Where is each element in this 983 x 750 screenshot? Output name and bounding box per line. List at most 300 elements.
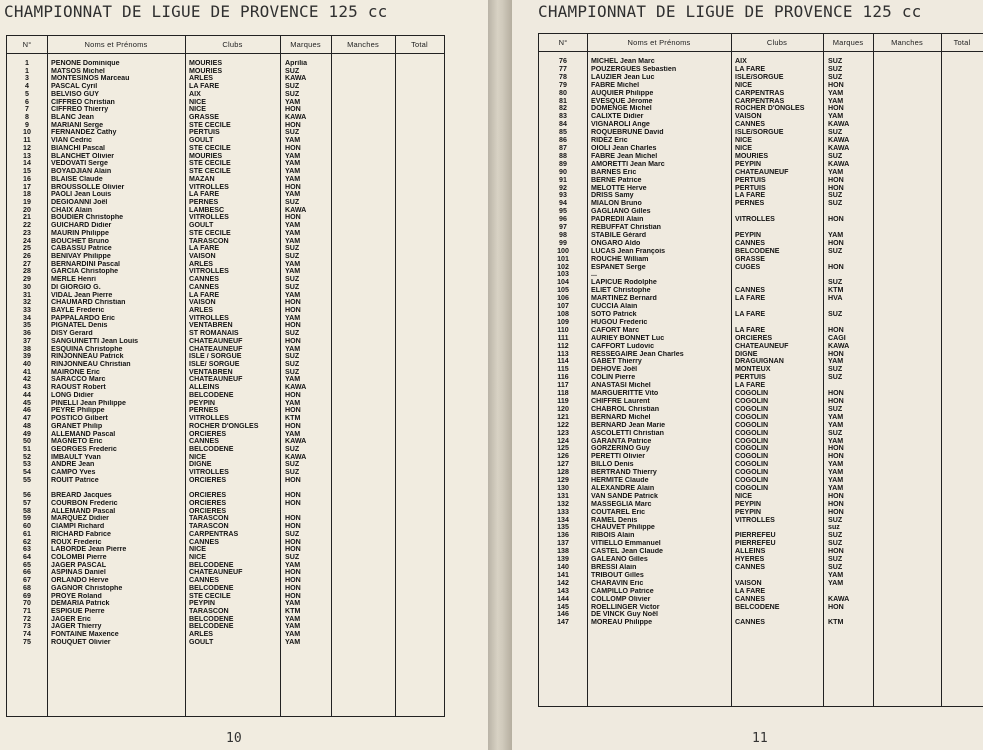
rider-name: CABASSU Patrice	[51, 245, 112, 253]
rider-club: PEYPIN	[189, 600, 216, 608]
rider-name: PAOLI Jean Louis	[51, 191, 112, 199]
table-row	[7, 268, 444, 276]
rider-number: 70	[23, 600, 31, 608]
table-row	[539, 121, 983, 129]
table-row	[539, 611, 983, 619]
rider-brand: SUZ	[285, 554, 300, 561]
rider-brand: HON	[285, 538, 301, 546]
table-row	[539, 200, 983, 208]
rider-name: PADREDII Alain	[591, 216, 644, 224]
rider-club: PERTUIS	[735, 184, 766, 192]
rider-name: BROUSSOLLE Olivier	[51, 183, 125, 191]
table-row	[539, 82, 983, 90]
rider-brand: YAM	[285, 160, 301, 168]
rider-club: ROCHER D'ONGLES	[735, 105, 805, 113]
header-rounds: Manches	[347, 40, 379, 49]
rider-brand: SUZ	[285, 276, 300, 284]
rider-name: BLANC Jean	[51, 114, 94, 122]
rider-number: 40	[23, 361, 31, 369]
table-row	[7, 129, 444, 137]
rider-brand: HON	[285, 422, 301, 430]
rider-name: LUCAS Jean François	[591, 247, 666, 255]
rider-number: 34	[23, 314, 31, 322]
rider-brand: YAM	[828, 461, 844, 469]
rider-number: 108	[557, 311, 569, 318]
rider-brand: YAM	[828, 113, 844, 121]
table-row	[7, 469, 444, 477]
table-row	[7, 83, 444, 91]
rider-brand: YAM	[828, 469, 844, 477]
header-rounds: Manches	[891, 38, 923, 47]
table-header	[7, 36, 444, 54]
rider-number: 120	[557, 405, 569, 413]
table-row	[539, 105, 983, 113]
rider-brand: SUZ	[285, 252, 300, 260]
rider-brand: SUZ	[285, 461, 300, 469]
rider-brand: SUZ	[285, 129, 300, 137]
rider-brand: YAM	[285, 399, 301, 407]
rider-number: 9	[25, 121, 29, 129]
rider-brand: KAWA	[828, 160, 850, 168]
rider-name: ROUCHE William	[591, 255, 649, 263]
rider-brand: SUZ	[828, 247, 843, 255]
table-row	[7, 253, 444, 261]
rider-number: 31	[23, 291, 31, 299]
rider-name: JAGER Thierry	[51, 623, 102, 631]
rider-number: 11	[23, 137, 31, 145]
rider-number: 109	[557, 318, 569, 326]
rider-number: 121	[557, 413, 569, 421]
rider-brand: KAWA	[828, 595, 850, 603]
rider-club: ORCIERES	[189, 507, 227, 515]
table-row	[7, 546, 444, 554]
rider-number: 123	[557, 429, 569, 437]
rider-number: 62	[23, 538, 31, 546]
rider-number: 33	[23, 307, 31, 314]
rider-number: 53	[23, 461, 31, 469]
rider-name: GALEANO Gilles	[591, 556, 648, 564]
rider-number: 4	[25, 83, 29, 91]
rider-name: RICHARD Fabrice	[51, 530, 111, 538]
rider-name: BERNARD Jean Marie	[591, 421, 666, 429]
rider-brand: HON	[828, 445, 844, 453]
rider-number: 19	[23, 198, 31, 206]
table-row	[539, 524, 983, 532]
rider-number: 50	[23, 438, 31, 446]
rider-name: MARTINEZ Bernard	[591, 295, 657, 303]
rider-brand: HON	[285, 515, 301, 523]
rider-name: REBUFFAT Christian	[591, 224, 662, 232]
table-row	[7, 454, 444, 462]
table-row	[7, 106, 444, 114]
rider-club: PEYPIN	[735, 508, 762, 516]
rider-club: NICE	[189, 554, 206, 561]
rider-brand: HON	[285, 121, 301, 129]
rider-name: CHAUMARD Christian	[51, 299, 126, 307]
rider-brand: HON	[828, 326, 844, 334]
rider-number: 29	[23, 276, 31, 284]
rider-number: 146	[557, 611, 569, 619]
rider-name: RINJONNEAU Patrick	[51, 353, 124, 361]
rider-club: VAISON	[189, 252, 216, 260]
rider-number: 81	[559, 97, 567, 105]
rider-name: GAGLIANO Gilles	[591, 208, 651, 216]
results-table	[538, 33, 983, 707]
page-number: 11	[752, 731, 768, 746]
rider-brand: HON	[285, 584, 301, 592]
rider-club: STE CECILE	[189, 144, 231, 152]
rider-number: 46	[23, 407, 31, 415]
table-row	[7, 577, 444, 585]
rider-brand: SUZ	[828, 73, 843, 81]
rider-name: CALIXTE Didier	[591, 113, 644, 121]
rider-number: 80	[559, 89, 567, 97]
rider-club: COGOLIN	[735, 413, 769, 421]
rider-club: LA FARE	[189, 191, 220, 199]
rider-number: 12	[23, 144, 31, 152]
rider-club: BELCODENE	[735, 603, 780, 611]
rider-brand: SUZ	[285, 330, 300, 338]
rider-name: ROUIT Patrice	[51, 476, 99, 484]
rider-name: CHIFFRE Laurent	[591, 397, 650, 405]
table-row	[7, 68, 444, 76]
rider-number: 10	[23, 129, 31, 137]
rider-number: 38	[23, 345, 31, 353]
rider-name: PENONE Dominique	[51, 60, 120, 67]
rider-name: ROELLINGER Victor	[591, 603, 660, 611]
rider-brand: HON	[285, 476, 301, 484]
table-row	[7, 330, 444, 338]
rider-number: 57	[23, 499, 31, 507]
results-table	[6, 35, 445, 717]
rider-name: MERLE Henri	[51, 276, 96, 284]
rider-number: 61	[23, 530, 31, 538]
rider-brand: YAM	[828, 571, 844, 579]
rider-club: ISLE/SORGUE	[735, 129, 784, 137]
rider-club: ORCIERES	[189, 492, 227, 500]
table-row	[539, 271, 983, 279]
rider-name: GARCIA Christophe	[51, 268, 119, 276]
rider-club: NICE	[735, 137, 752, 145]
rider-name: DISY Gerard	[51, 330, 93, 338]
rider-name: HUGOU Frederic	[591, 318, 648, 326]
rider-brand: HON	[285, 577, 301, 585]
rider-brand: HON	[828, 603, 844, 611]
book-gutter	[488, 0, 512, 750]
rider-name: MICHEL Jean Marc	[591, 58, 655, 65]
rider-brand: YAM	[828, 579, 844, 587]
rider-club: NICE	[735, 492, 752, 500]
table-row	[7, 191, 444, 199]
rider-club: VENTABREN	[189, 322, 233, 330]
rider-name: ALLEMAND Pascal	[51, 430, 116, 438]
rider-number: 134	[557, 516, 569, 524]
rider-brand: YAM	[285, 600, 301, 608]
rider-number: 24	[23, 237, 31, 245]
rider-number: 75	[23, 638, 31, 646]
rider-brand: SUZ	[828, 200, 843, 208]
rider-club: LA FARE	[735, 326, 766, 334]
rider-brand: KAWA	[285, 206, 307, 214]
rider-club: ARLES	[189, 307, 214, 314]
rider-brand: YAM	[285, 168, 301, 176]
rider-brand: SUZ	[285, 530, 300, 538]
table-row	[539, 240, 983, 248]
rider-name: CHARAVIN Eric	[591, 579, 644, 587]
rider-number: 58	[23, 507, 31, 515]
table-row	[539, 422, 983, 430]
table-header	[539, 34, 983, 52]
table-row	[539, 256, 983, 264]
table-row	[7, 315, 444, 323]
table-row	[539, 540, 983, 548]
rider-club: VITROLLES	[735, 216, 775, 224]
page-number: 10	[226, 731, 242, 746]
rider-name: AMORETTI Jean Marc	[591, 160, 665, 168]
rider-number: 41	[23, 368, 31, 376]
rider-club: ORCIERES	[189, 499, 227, 507]
rider-brand: HON	[828, 390, 844, 398]
table-row	[539, 477, 983, 485]
rider-number: 73	[23, 623, 31, 631]
rider-name: DOMENGE Michel	[591, 105, 652, 113]
rider-brand: KTM	[828, 287, 844, 295]
rider-name: RIBOIS Alain	[591, 532, 635, 540]
rider-brand: HON	[828, 263, 844, 271]
rider-name: ASCOLETTI Christian	[591, 429, 664, 437]
rider-number: 97	[559, 224, 567, 232]
rider-name: BAYLE Frederic	[51, 307, 105, 314]
rider-club: ROCHER D'ONGLES	[189, 422, 259, 430]
rider-number: 56	[23, 492, 31, 500]
rider-name: BOUDIER Christophe	[51, 214, 124, 222]
rider-brand: SUZ	[285, 445, 300, 453]
table-row	[7, 230, 444, 238]
table-row	[7, 438, 444, 446]
rider-number: 111	[557, 334, 569, 342]
rider-name: FONTAINE Maxence	[51, 631, 119, 639]
rider-number: 91	[559, 176, 567, 184]
rider-name: RINJONNEAU Christian	[51, 361, 131, 369]
rider-number: 82	[559, 105, 567, 113]
rider-number: 98	[559, 231, 567, 239]
table-row	[7, 492, 444, 500]
rider-brand: YAM	[285, 291, 301, 299]
rider-club: PIERREFEU	[735, 540, 776, 548]
rider-name: POSTICO Gilbert	[51, 415, 108, 423]
rider-name: RIDEZ Eric	[591, 137, 628, 145]
table-row	[7, 515, 444, 523]
table-row	[7, 307, 444, 315]
table-row	[7, 176, 444, 184]
rider-brand: HON	[285, 569, 301, 577]
table-row	[539, 517, 983, 525]
rider-brand: KAWA	[828, 342, 850, 350]
table-row	[539, 374, 983, 382]
rider-club: PERNES	[735, 200, 765, 208]
rider-number: 39	[23, 353, 31, 361]
table-row	[7, 292, 444, 300]
rider-number: 103	[557, 271, 569, 279]
rider-number: 84	[559, 121, 567, 129]
rider-club: VENTABREN	[189, 368, 233, 376]
rider-brand: YAM	[285, 98, 301, 106]
rider-club: NICE	[735, 81, 752, 89]
table-row	[539, 169, 983, 177]
rider-number: 107	[557, 303, 569, 311]
rider-name: BIANCHI Pascal	[51, 144, 106, 152]
rider-name: AURIEY BONNET Luc	[591, 334, 665, 342]
rider-club: PEYPIN	[189, 399, 216, 407]
rider-brand: KAWA	[285, 453, 307, 461]
rider-number: 142	[557, 579, 569, 587]
rider-brand: SUZ	[828, 556, 843, 564]
table-row	[539, 572, 983, 580]
rider-club: LA FARE	[735, 587, 766, 595]
rider-number: 7	[25, 106, 29, 114]
rider-name: BERNARDINI Pascal	[51, 260, 120, 268]
rider-club: PIERREFEU	[735, 532, 776, 540]
table-row	[539, 327, 983, 335]
rider-name: ROUX Frederic	[51, 538, 102, 546]
table-row	[539, 232, 983, 240]
rider-name: ANDRE Jean	[51, 461, 95, 469]
rider-number: 22	[23, 222, 31, 230]
table-row	[7, 585, 444, 593]
table-row	[7, 531, 444, 539]
rider-club: CHATEAUNEUF	[735, 342, 789, 350]
rider-brand: HON	[285, 214, 301, 222]
rider-name: BOYADJIAN Alain	[51, 168, 112, 176]
rider-brand: SUZ	[828, 516, 843, 524]
rider-brand: HON	[285, 523, 301, 531]
rider-club: CHATEAUNEUF	[735, 168, 789, 176]
rider-number: 119	[557, 397, 569, 405]
rider-name: ONGARO Aldo	[591, 239, 641, 247]
rider-brand: SUZ	[828, 129, 843, 137]
rider-club: CHATEAUNEUF	[189, 345, 243, 353]
rider-brand: HON	[828, 500, 844, 508]
rider-number: 117	[557, 382, 569, 390]
rider-brand: HON	[828, 216, 844, 224]
rider-number: 67	[23, 577, 31, 585]
rider-number: 139	[557, 556, 569, 564]
rider-brand: HON	[285, 592, 301, 600]
rider-name: GAGNOR Christophe	[51, 584, 123, 592]
rider-number: 35	[23, 322, 31, 330]
table-row	[7, 500, 444, 508]
rider-number: 27	[23, 260, 31, 268]
table-row	[539, 66, 983, 74]
rider-number: 16	[23, 175, 31, 183]
rider-name: MELOTTE Herve	[591, 184, 647, 192]
rider-club: BELCODENE	[735, 247, 780, 255]
table-row	[7, 600, 444, 608]
rider-brand: SUZ	[828, 58, 843, 65]
rider-name: SARACCO Marc	[51, 376, 106, 384]
rider-name: MOREAU Philippe	[591, 619, 653, 627]
rider-number: 128	[557, 469, 569, 477]
rider-name: CIAMPI Richard	[51, 523, 105, 531]
rider-name: MIALON Bruno	[591, 200, 642, 208]
rider-brand: YAM	[828, 484, 844, 492]
rider-number: 115	[557, 366, 569, 374]
rider-club: VITROLLES	[189, 314, 229, 322]
rider-brand: CAGI	[828, 334, 846, 342]
rider-club: VITROLLES	[189, 183, 229, 191]
rider-name: LONG Didier	[51, 391, 94, 399]
rider-number: 79	[559, 81, 567, 89]
rider-club: BELCODENE	[189, 561, 234, 569]
rider-club: ST ROMANAIS	[189, 330, 239, 338]
rider-brand: YAM	[285, 191, 301, 199]
rider-club: CARPENTRAS	[189, 530, 239, 538]
table-row	[7, 207, 444, 215]
table-row	[539, 295, 983, 303]
table-row	[7, 508, 444, 516]
rider-brand: SUZ	[828, 192, 843, 200]
table-row	[7, 631, 444, 639]
rider-brand: YAM	[285, 638, 301, 646]
rider-number: 92	[559, 184, 567, 192]
rider-name: GRANET Philip	[51, 422, 103, 430]
rider-brand: YAM	[285, 561, 301, 569]
rider-name: ELIET Christophe	[591, 287, 651, 295]
rider-brand: HON	[285, 337, 301, 345]
header-brand: Marques	[290, 40, 321, 49]
rider-brand: KAWA	[828, 144, 850, 152]
rider-brand: YAM	[285, 222, 301, 230]
rider-name: PIGNATEL Denis	[51, 322, 108, 330]
rider-club: VAISON	[189, 299, 216, 307]
rider-club: LA FARE	[735, 192, 766, 200]
rider-name: MATSOS Michel	[51, 67, 105, 75]
rider-club: VAISON	[735, 579, 762, 587]
table-row	[539, 287, 983, 295]
rider-club: BELCODENE	[189, 623, 234, 631]
rider-club: MAZAN	[189, 175, 215, 183]
rider-number: 64	[23, 554, 31, 561]
rider-number: 138	[557, 548, 569, 556]
rider-number: 85	[559, 129, 567, 137]
header-club: Clubs	[766, 38, 788, 47]
rider-brand: SUZ	[828, 532, 843, 540]
rider-number: 72	[23, 615, 31, 623]
header-total: Total	[953, 38, 971, 47]
rider-number: 90	[559, 168, 567, 176]
rider-number: 59	[23, 515, 31, 523]
rider-name: PEYRE Philippe	[51, 407, 105, 415]
rider-club: CANNES	[189, 276, 219, 284]
rider-club: ORCIERES	[189, 476, 227, 484]
rider-club: ORCIERES	[189, 430, 227, 438]
rider-brand: SUZ	[285, 67, 300, 75]
rider-brand: HON	[285, 307, 301, 314]
table-row	[7, 539, 444, 547]
table-row	[7, 91, 444, 99]
table-row	[7, 639, 444, 647]
table-row	[7, 245, 444, 253]
table-row	[539, 98, 983, 106]
rider-club: MONTEUX	[735, 366, 771, 374]
rider-number: 55	[23, 476, 31, 484]
rider-club: COGOLIN	[735, 453, 769, 461]
rider-name: RAOUST Robert	[51, 384, 106, 392]
rider-name: ROUQUET Olivier	[51, 638, 111, 646]
rider-number: 65	[23, 561, 31, 569]
table-row	[539, 208, 983, 216]
rider-club: TARASCON	[189, 515, 229, 523]
